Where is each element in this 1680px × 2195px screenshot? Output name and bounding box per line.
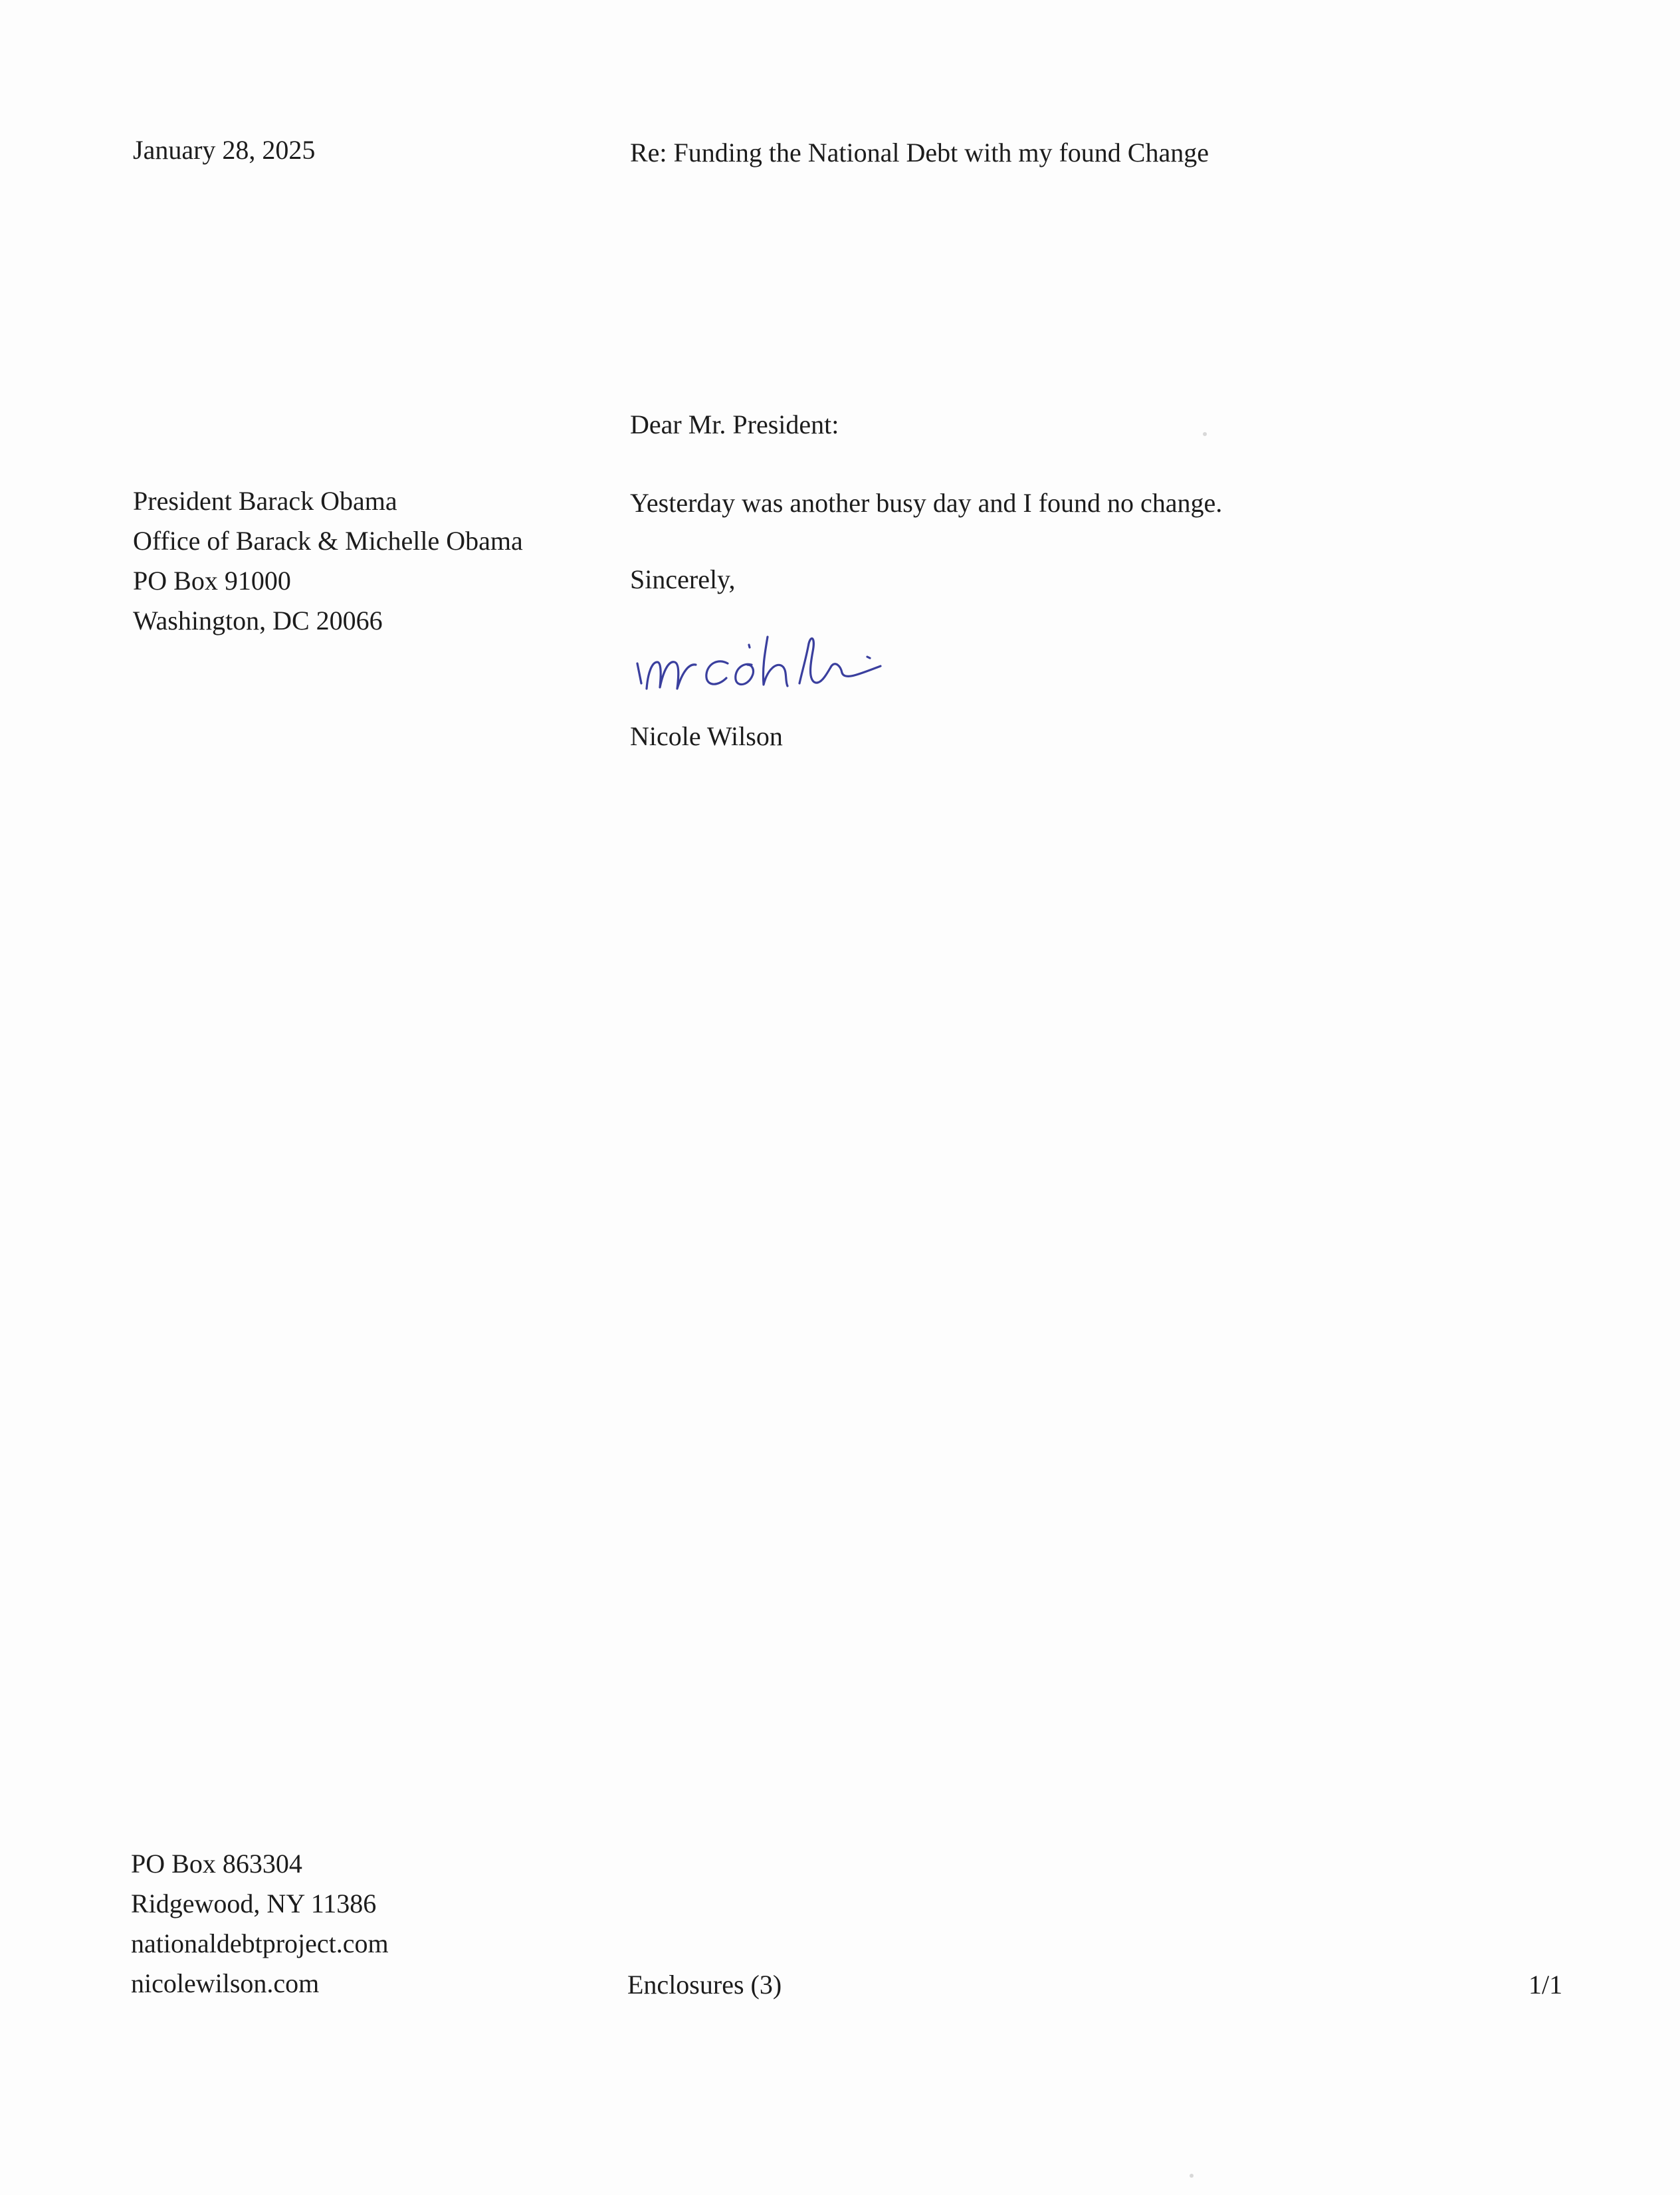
sender-website-line: nationaldebtproject.com (131, 1928, 389, 1958)
salutation: Dear Mr. President: (630, 409, 839, 439)
recipient-pobox-line: PO Box 91000 (133, 566, 291, 596)
sender-contact-block (131, 1844, 389, 2004)
letter-date: January 28, 2025 (133, 135, 316, 165)
recipient-name-line: President Barack Obama (133, 486, 397, 516)
signer-name: Nicole Wilson (630, 721, 783, 751)
sender-pobox-line: PO Box 863304 (131, 1849, 302, 1879)
recipient-city-line: Washington, DC 20066 (133, 606, 383, 635)
letter-subject: Re: Funding the National Debt with my found Change (630, 138, 1209, 168)
recipient-office-line: Office of Barack & Michelle Obama (133, 526, 523, 556)
recipient-address (133, 481, 523, 641)
closing: Sincerely, (630, 564, 736, 594)
letter-body: Yesterday was another busy day and I found no change. (630, 488, 1223, 518)
sender-personal-site-line: nicolewilson.com (131, 1968, 320, 1998)
paper-speck (1203, 432, 1207, 436)
signature-strokes (637, 637, 881, 689)
page-number: 1/1 (1528, 1970, 1563, 2000)
handwritten-signature (628, 625, 934, 698)
enclosures-note: Enclosures (3) (627, 1970, 782, 2000)
paper-speck (1190, 2174, 1194, 2178)
sender-city-line: Ridgewood, NY 11386 (131, 1889, 377, 1918)
